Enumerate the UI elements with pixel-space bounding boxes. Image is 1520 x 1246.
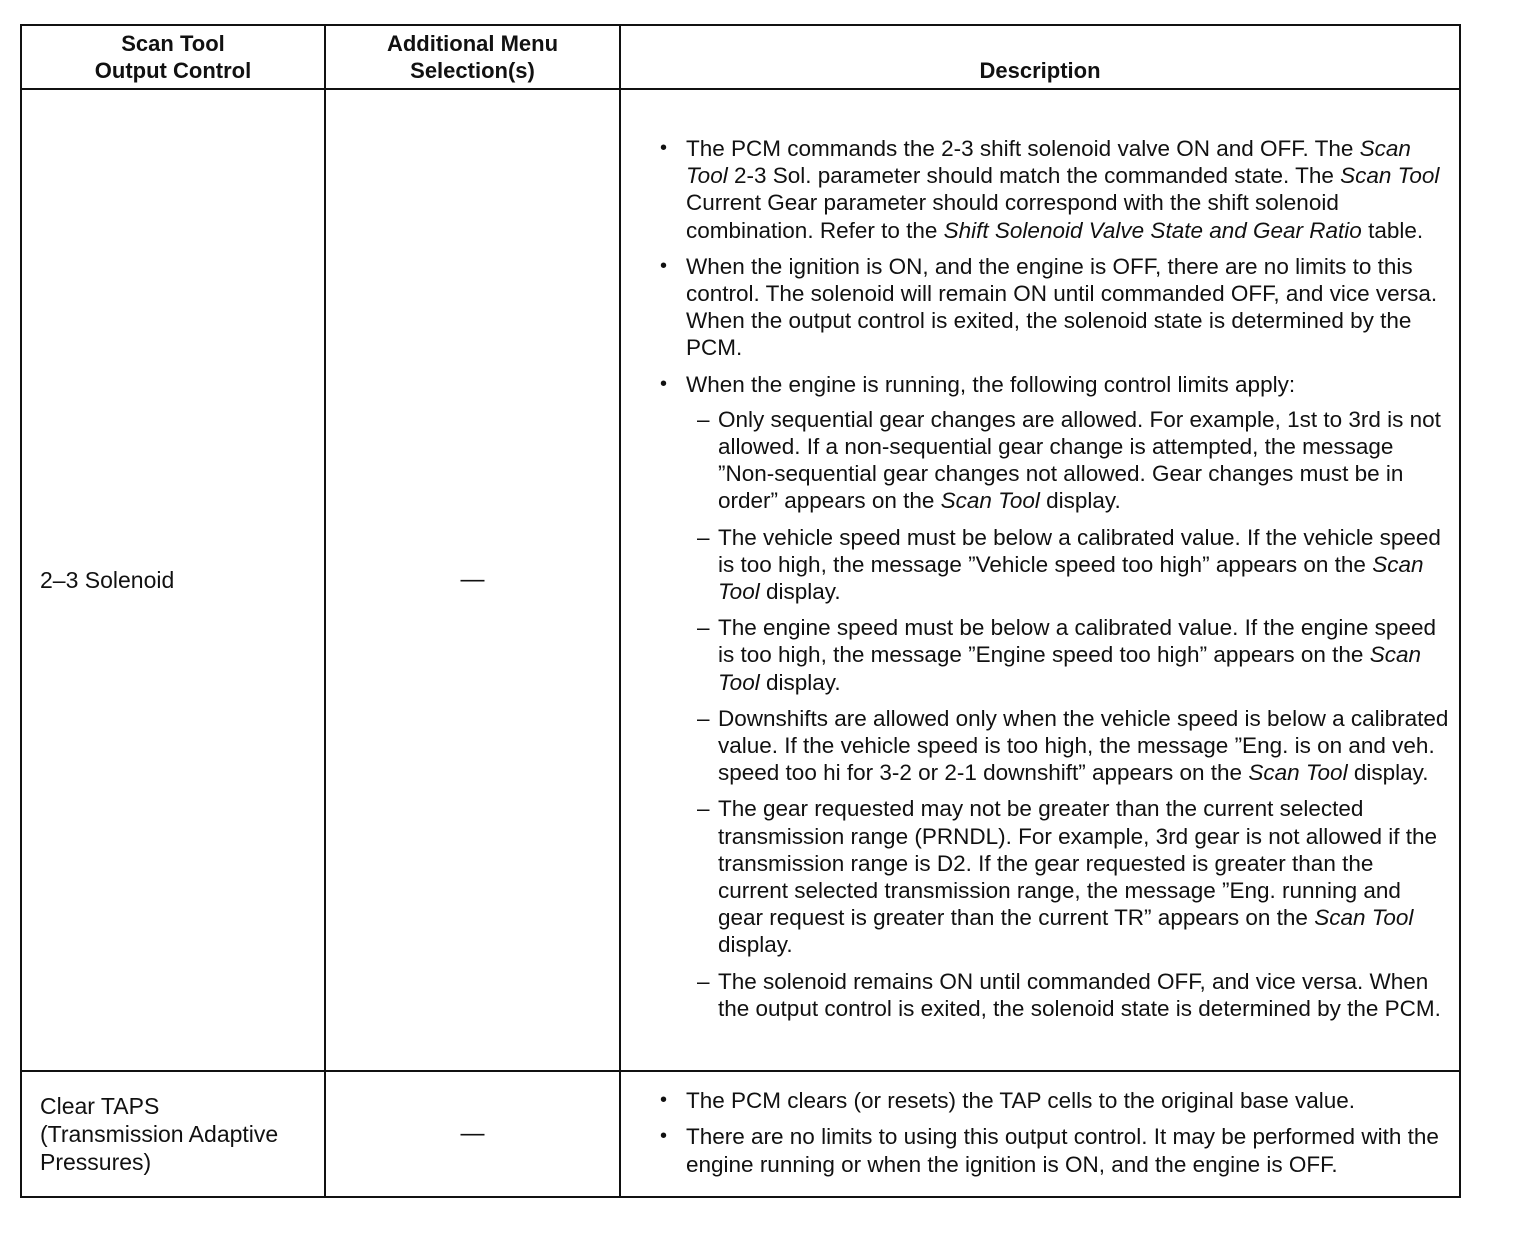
header-additional-menu-selections: Additional Menu Selection(s) [325, 25, 620, 89]
control-limit-item: – Only sequential gear changes are allowed. For example, 1st to 3rd is not allowed. If a non-sequential gear change is attempted, the message ”Non-sequential gear changes not allowed. Gear changes must be in order” appears on the Scan Tool display. [686, 406, 1449, 515]
italic-term: Shift Solenoid Valve State and Gear Ratio [943, 217, 1362, 243]
italic-term: Scan Tool [1248, 760, 1348, 786]
description-cell [620, 1071, 1460, 1197]
italic-term: Scan Tool [718, 642, 1421, 695]
italic-term: Scan Tool [1340, 163, 1440, 189]
description-cell [620, 89, 1460, 1071]
header-scan-tool-output-control: Scan Tool Output Control [21, 25, 325, 89]
control-limit-item: – The vehicle speed must be below a calibrated value. If the vehicle speed is too high, the message ”Vehicle speed too high” appears on the Scan Tool display. [686, 524, 1449, 606]
description-bullet: • When the engine is running, the following control limits apply: – Only sequential gear changes are allowed. For example, 1st to 3rd is not allowed. If a non-sequential gear change is attempted, the message ”Non-sequential gear changes not allowed. Gear changes must be in order” appears on the Scan Tool display. – The vehicle speed must be below a calibrated value. If the vehicle speed is too high, the message ”Vehicle speed too high” appears on the Scan Tool display. – The engine speed must be below a calibrated value. If the engine speed is too high, the message ”Engine speed too high” appears on the Scan Tool display. – Downshifts are allowed only when the vehicle speed is below a calibrated value. If the vehicle speed is too high, the message ”Eng. is on and veh. speed too hi for 3-2 or 2-1 downshift” appears on the Scan Tool display. – The gear requested may not be greater than the current selected transmission range (PRNDL). For example, 3rd gear is not allowed if the transmission range is D2. If the gear requested is greater than the current selected transmission range, the message ”Eng. running and gear request is greater than the current TR” appears on the Scan Tool display. – The solenoid remains ON until commanded OFF, and vice versa. When the output control is exited, the solenoid state is determined by the PCM. [651, 371, 1449, 1022]
control-limits-list [686, 406, 1449, 1022]
description-bullet: • There are no limits to using this output control. It may be performed with the engine running or when the ignition is ON, and the engine is OFF. [651, 1123, 1449, 1177]
header-description: Description [620, 25, 1460, 89]
description-bullet: • The PCM commands the 2-3 shift solenoid valve ON and OFF. The Scan Tool 2-3 Sol. parameter should match the commanded state. The Scan Tool Current Gear parameter should correspond with the shift solenoid combination. Refer to the Shift Solenoid Valve State and Gear Ratio table. [651, 135, 1449, 244]
menu-selection-cell: — [325, 89, 620, 1071]
description-bullet: • The PCM clears (or resets) the TAP cells to the original base value. [651, 1087, 1449, 1114]
italic-term: Scan Tool [686, 135, 1411, 189]
output-control-table [20, 24, 1461, 1198]
table-header-row [21, 25, 1460, 89]
italic-term: Scan Tool [1314, 905, 1414, 931]
menu-selection-cell: — [325, 1071, 620, 1197]
control-limit-item: – The solenoid remains ON until commanded OFF, and vice versa. When the output control is exited, the solenoid state is determined by the PCM. [686, 968, 1449, 1022]
italic-term: Scan Tool [940, 488, 1040, 514]
description-list [651, 1087, 1449, 1178]
control-limit-item: – The engine speed must be below a calibrated value. If the engine speed is too high, the message ”Engine speed too high” appears on the Scan Tool display. [686, 614, 1449, 696]
description-list [651, 135, 1449, 1022]
control-limit-item: – The gear requested may not be greater than the current selected transmission range (PRNDL). For example, 3rd gear is not allowed if the transmission range is D2. If the gear requested is greater than the current selected transmission range, the message ”Eng. running and gear request is greater than the current TR” appears on the Scan Tool display. [686, 795, 1449, 958]
control-cell: 2–3 Solenoid [21, 89, 325, 1071]
table-row [21, 89, 1460, 1071]
control-limit-item: – Downshifts are allowed only when the vehicle speed is below a calibrated value. If the vehicle speed is too high, the message ”Eng. is on and veh. speed too hi for 3-2 or 2-1 downshift” appears on the Scan Tool display. [686, 705, 1449, 787]
description-bullet: • When the ignition is ON, and the engine is OFF, there are no limits to this control. The solenoid will remain ON until commanded OFF, and vice versa. When the output control is exited, the solenoid state is determined by the PCM. [651, 253, 1449, 362]
control-cell: Clear TAPS (Transmission Adaptive Pressures) [21, 1071, 325, 1197]
table-row [21, 1071, 1460, 1197]
italic-term: Scan Tool [718, 551, 1424, 604]
